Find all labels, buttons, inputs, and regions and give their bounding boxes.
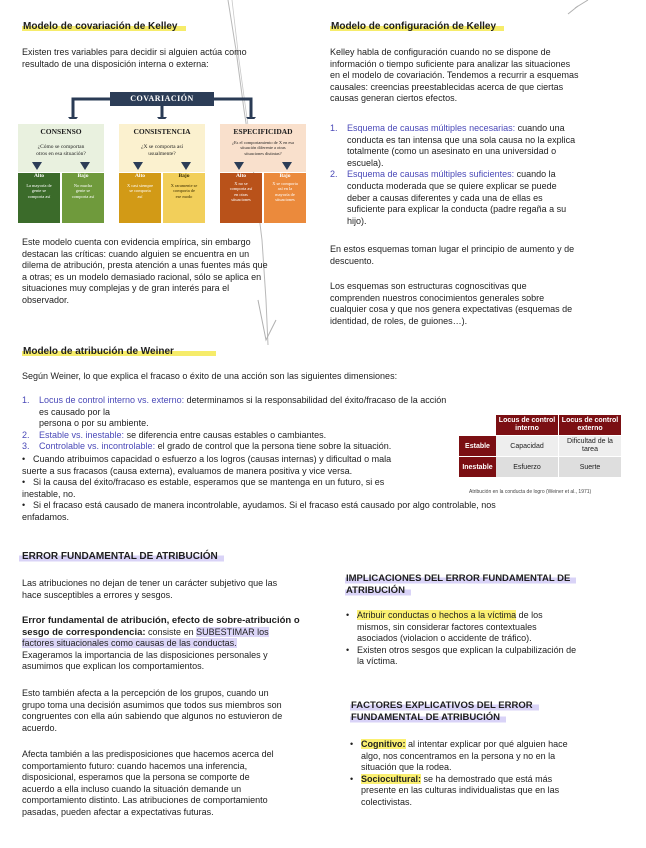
table-row-label: Estable (459, 436, 496, 457)
list-item: • Cognitivo: al intentar explicar por qué alguien hace algo, nos concentramos en la persona y no en la situación que la rodea. (350, 739, 568, 773)
list-item-line: conducta moderada que se quiere explicar se puede (347, 180, 557, 191)
arrow-down-icon (282, 162, 292, 170)
list-item-line: deber a causas diferentes y cada una de ellas es (347, 192, 543, 203)
especificidad-bajo-cell: Bajo X se comporta así en la mayoría de situaciones (264, 173, 306, 223)
consistencia-bajo-cell: Bajo X raramente se comporta de ese modo (163, 173, 205, 223)
configuracion-intro: Kelley habla de configuración cuando no se dispone de información o tiempo suficiente para analizar las situaciones en el modelo de covariación. Tendemos a recurrir a esquemas causales: creencias preestablecidas acerca de que ciertas causas generan ciertos efectos. (330, 47, 579, 104)
configuracion-para2: En estos esquemas toman lugar el principio de aumento y de descuento. (330, 244, 575, 266)
list-item: 1. Esquema de causas múltiples necesarias: cuando una conducta es tan intensa que una sola causa no la explica totalmente (como un asesinato en una universidad o escuela). (330, 123, 576, 168)
section-heading: Modelo de configuración de Kelley (330, 21, 504, 32)
table-cell: Suerte (559, 457, 622, 478)
implicaciones-list (346, 610, 621, 668)
covariacion-banner: COVARIACIÓN (110, 92, 214, 106)
list-item-line: suficiente para explicar la conducta (padre regaña a su (347, 204, 567, 215)
arrow-down-icon (234, 162, 244, 170)
error-p2: Error fundamental de atribución, efecto de sobre-atribución o sesgo de correspondencia: consiste en SUBESTIMAR los factores situacionales como causas de las conductas. Exageramos la importancia de las disposiciones personales y asumimos que explican los comportamientos. (22, 615, 300, 672)
especificidad-box: ESPECIFICIDAD ¿Es el comportamiento de X en esa situación diferente a otras situaciones distintas? (220, 124, 306, 172)
especificidad-alto-cell: Alto X no se comporta así en otras situaciones (220, 173, 262, 223)
consenso-alto-cell: Alto La mayoría de gente se comporta así (18, 173, 60, 223)
arrow-down-icon (181, 162, 191, 170)
arrow-down-icon (133, 162, 143, 170)
kelley-configuracion-section (330, 21, 504, 33)
configuracion-list (330, 123, 630, 227)
list-item: 2. Estable vs. inestable: se diferencia entre causas estables o cambiantes. (22, 429, 327, 440)
implicaciones-section: IMPLICACIONES DEL ERROR FUNDAMENTAL DE ATRIBUCIÓN (345, 573, 576, 597)
arrow-down-icon (80, 162, 90, 170)
list-item: • Existen otros sesgos que explican la culpabilización de la víctima. (346, 644, 577, 667)
weiner-dimensions (22, 395, 457, 453)
section-heading: ERROR FUNDAMENTAL DE ATRIBUCIÓN (19, 551, 224, 562)
section-heading: Modelo de covariación de Kelley (22, 21, 186, 32)
covariacion-diagram (18, 87, 306, 223)
weiner-intro: Según Weiner, lo que explica el fracaso o éxito de una acción son las siguientes dimensiones: (22, 371, 398, 381)
weiner-table (459, 415, 621, 495)
list-item: • Si la causa del éxito/fracaso es estable, esperamos que se mantenga en un futuro, si es inestable, no. (22, 477, 385, 499)
table-row-label: Inestable (459, 457, 496, 478)
section-heading: Modelo de atribución de Weiner (22, 346, 216, 357)
error-p4: Afecta también a las predisposiciones que hacemos acerca del comportamiento futuro: cuando hacemos una inferencia, disposicional, esperamos que la persona se comporte de acuerdo a ella incluso cuando la situación demande un comportamiento distinto. Las atribuciones de comportamiento pasadas, pueden afectar a expectativas futuras. (22, 749, 274, 817)
list-item: 1. Locus de control interno vs. externo: determinamos si la responsabilidad del éxito/fracaso de la acción es causado por la persona o por su ambiente. (22, 395, 447, 429)
list-item-line: hijo). (347, 215, 367, 226)
error-section (22, 551, 224, 563)
consenso-box: CONSENSO ¿Cómo se comportan otros en esa situación? (18, 124, 104, 172)
list-item: • Cuando atribuimos capacidad o esfuerzo a los logros (causas internas) y dificultad o mala suerte a sus fracasos (causa externa), evaluamos de manera positiva y vice versa. (22, 454, 392, 476)
table-header: Locus de control externo (559, 415, 622, 436)
consenso-bajo-cell: Bajo No mucha gente se comporta así (62, 173, 104, 223)
configuracion-para3: Los esquemas son estructuras cognoscitivas que comprenden nuestros conocimientos generales sobre cualquier cosa y que nos genera expectativas (esquemas de identidad, de roles, de guiones…). (330, 281, 573, 326)
arrow-down-icon (32, 162, 42, 170)
error-p1: Las atribuciones no dejan de tener un carácter subjetivo que las hace susceptibles a errores y sesgos. (22, 578, 278, 600)
table-header: Locus de control interno (496, 415, 559, 436)
table-caption: Atribución en la conducta de logro (Weiner et al., 1971) (469, 489, 592, 495)
table-cell: Dificultad de la tarea (559, 436, 622, 457)
factores-section: FACTORES EXPLICATIVOS DEL ERROR FUNDAMENTAL DE ATRIBUCIÓN (350, 700, 539, 724)
consistencia-alto-cell: Alto X casi siempre se comporta así (119, 173, 161, 223)
list-item: • Sociocultural: se ha demostrado que está más presente en las culturas individualistas que en las colectivistas. (350, 773, 560, 807)
table-cell: Esfuerzo (496, 457, 559, 478)
list-item: 3. Controlable vs. incontrolable: el grado de control que la persona tiene sobre la situación. (22, 441, 392, 452)
factores-list (350, 739, 620, 809)
error-p3: Esto también afecta a la percepción de los grupos, cuando un grupo toma una decisión asumimos que todos sus miembros son congruentes con ella aún sabiendo que algunos no estuvieron de acuerdo. (22, 688, 283, 733)
table-cell: Capacidad (496, 436, 559, 457)
kelley-covariacion-section (22, 21, 186, 33)
list-item: 2. Esquema de causas múltiples suficientes: cuando la conducta moderada que se quiere explicar se puede deber a causas diferentes y cada una de ellas es suficiente para explicar la conducta (padre regaña a su hijo). (330, 169, 630, 227)
covariacion-intro: Existen tres variables para decidir si alguien actúa como resultado de una disposición interna o externa: (22, 47, 247, 69)
covariacion-evidence: Este modelo cuenta con evidencia empírica, sin embargo destacan las críticas: cuando alguien se encuentra en un dilema de atribución, presta atención a unas fuentes más que a otras; es un modelo demasiado racional, sólo se aplica en situaciones muy complejas y de gran interés para el observador. (22, 237, 268, 305)
section-heading: IMPLICACIONES DEL ERROR FUNDAMENTAL DE (345, 573, 576, 584)
list-item: • Si el fracaso está causado de manera incontrolable, ayudamos. Si el fracaso está causado por algo controlable, nos enfadamos. (22, 500, 496, 522)
split-lines: cuando la (514, 169, 556, 180)
list-item: • Atribuir conductas o hechos a la víctima de los mismos, sin considerar factores contextuales asociados (violacion o accidente de tráfico). (346, 610, 543, 644)
consistencia-box: CONSISTENCIA ¿X se comporta así usualmente? (119, 124, 205, 172)
weiner-section (22, 346, 216, 358)
section-heading: FACTORES EXPLICATIVOS DEL ERROR (350, 700, 539, 711)
